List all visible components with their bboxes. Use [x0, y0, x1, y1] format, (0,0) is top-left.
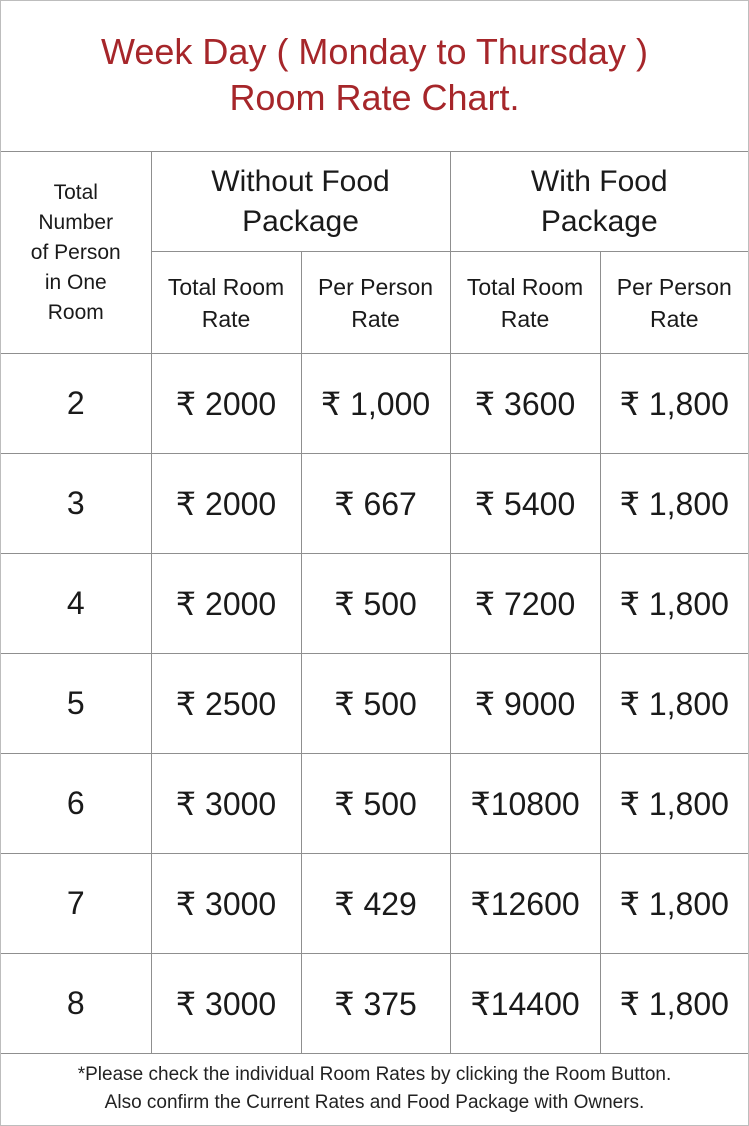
note-line-1: *Please check the individual Room Rates by clicking the Room Button. — [77, 1064, 672, 1085]
title-line-1: Week Day ( Monday to Thursday ) — [101, 31, 648, 72]
footer-note — [1, 1061, 748, 1117]
table-row — [1, 354, 748, 454]
wo-per-cell: ₹ 667 — [301, 454, 450, 554]
page-title — [1, 29, 748, 121]
wo-per-cell: ₹ 500 — [301, 554, 450, 654]
w-total-cell: ₹ 9000 — [450, 654, 600, 754]
persons-cell: 8 — [1, 954, 151, 1054]
w-per-cell: ₹ 1,800 — [600, 754, 748, 854]
table-row — [1, 554, 748, 654]
table-row — [1, 854, 748, 954]
wo-total-cell: ₹ 3000 — [151, 954, 301, 1054]
note-line-2: Also confirm the Current Rates and Food Package with Owners. — [104, 1092, 645, 1113]
w-total-cell: ₹14400 — [450, 954, 600, 1054]
title-line-2: Room Rate Chart. — [229, 77, 520, 118]
persons-cell: 2 — [1, 354, 151, 454]
wo-per-cell: ₹ 500 — [301, 754, 450, 854]
persons-cell: 5 — [1, 654, 151, 754]
table-row — [1, 454, 748, 554]
table-row — [1, 654, 748, 754]
room-rate-table — [1, 151, 748, 1054]
wo-total-cell: ₹ 2000 — [151, 554, 301, 654]
subheader-w-total-room-rate: Total Room Rate — [450, 252, 600, 354]
wo-total-cell: ₹ 2500 — [151, 654, 301, 754]
subheader-wo-per-person-rate: Per Person Rate — [301, 252, 450, 354]
without-food-header: Without Food Package — [151, 152, 450, 252]
w-per-cell: ₹ 1,800 — [600, 854, 748, 954]
persons-cell: 6 — [1, 754, 151, 854]
persons-cell: 7 — [1, 854, 151, 954]
wo-total-cell: ₹ 2000 — [151, 454, 301, 554]
w-per-cell: ₹ 1,800 — [600, 354, 748, 454]
wo-per-cell: ₹ 375 — [301, 954, 450, 1054]
w-per-cell: ₹ 1,800 — [600, 954, 748, 1054]
w-per-cell: ₹ 1,800 — [600, 554, 748, 654]
with-food-header: With Food Package — [450, 152, 748, 252]
persons-column-header: Total Number of Person in One Room — [1, 152, 151, 354]
wo-total-cell: ₹ 2000 — [151, 354, 301, 454]
wo-total-cell: ₹ 3000 — [151, 854, 301, 954]
w-total-cell: ₹ 3600 — [450, 354, 600, 454]
wo-per-cell: ₹ 500 — [301, 654, 450, 754]
w-total-cell: ₹12600 — [450, 854, 600, 954]
w-total-cell: ₹10800 — [450, 754, 600, 854]
w-total-cell: ₹ 7200 — [450, 554, 600, 654]
w-per-cell: ₹ 1,800 — [600, 454, 748, 554]
persons-cell: 3 — [1, 454, 151, 554]
table-row — [1, 754, 748, 854]
table-row — [1, 954, 748, 1054]
w-per-cell: ₹ 1,800 — [600, 654, 748, 754]
wo-per-cell: ₹ 1,000 — [301, 354, 450, 454]
wo-per-cell: ₹ 429 — [301, 854, 450, 954]
subheader-w-per-person-rate: Per Person Rate — [600, 252, 748, 354]
wo-total-cell: ₹ 3000 — [151, 754, 301, 854]
persons-cell: 4 — [1, 554, 151, 654]
w-total-cell: ₹ 5400 — [450, 454, 600, 554]
subheader-wo-total-room-rate: Total Room Rate — [151, 252, 301, 354]
